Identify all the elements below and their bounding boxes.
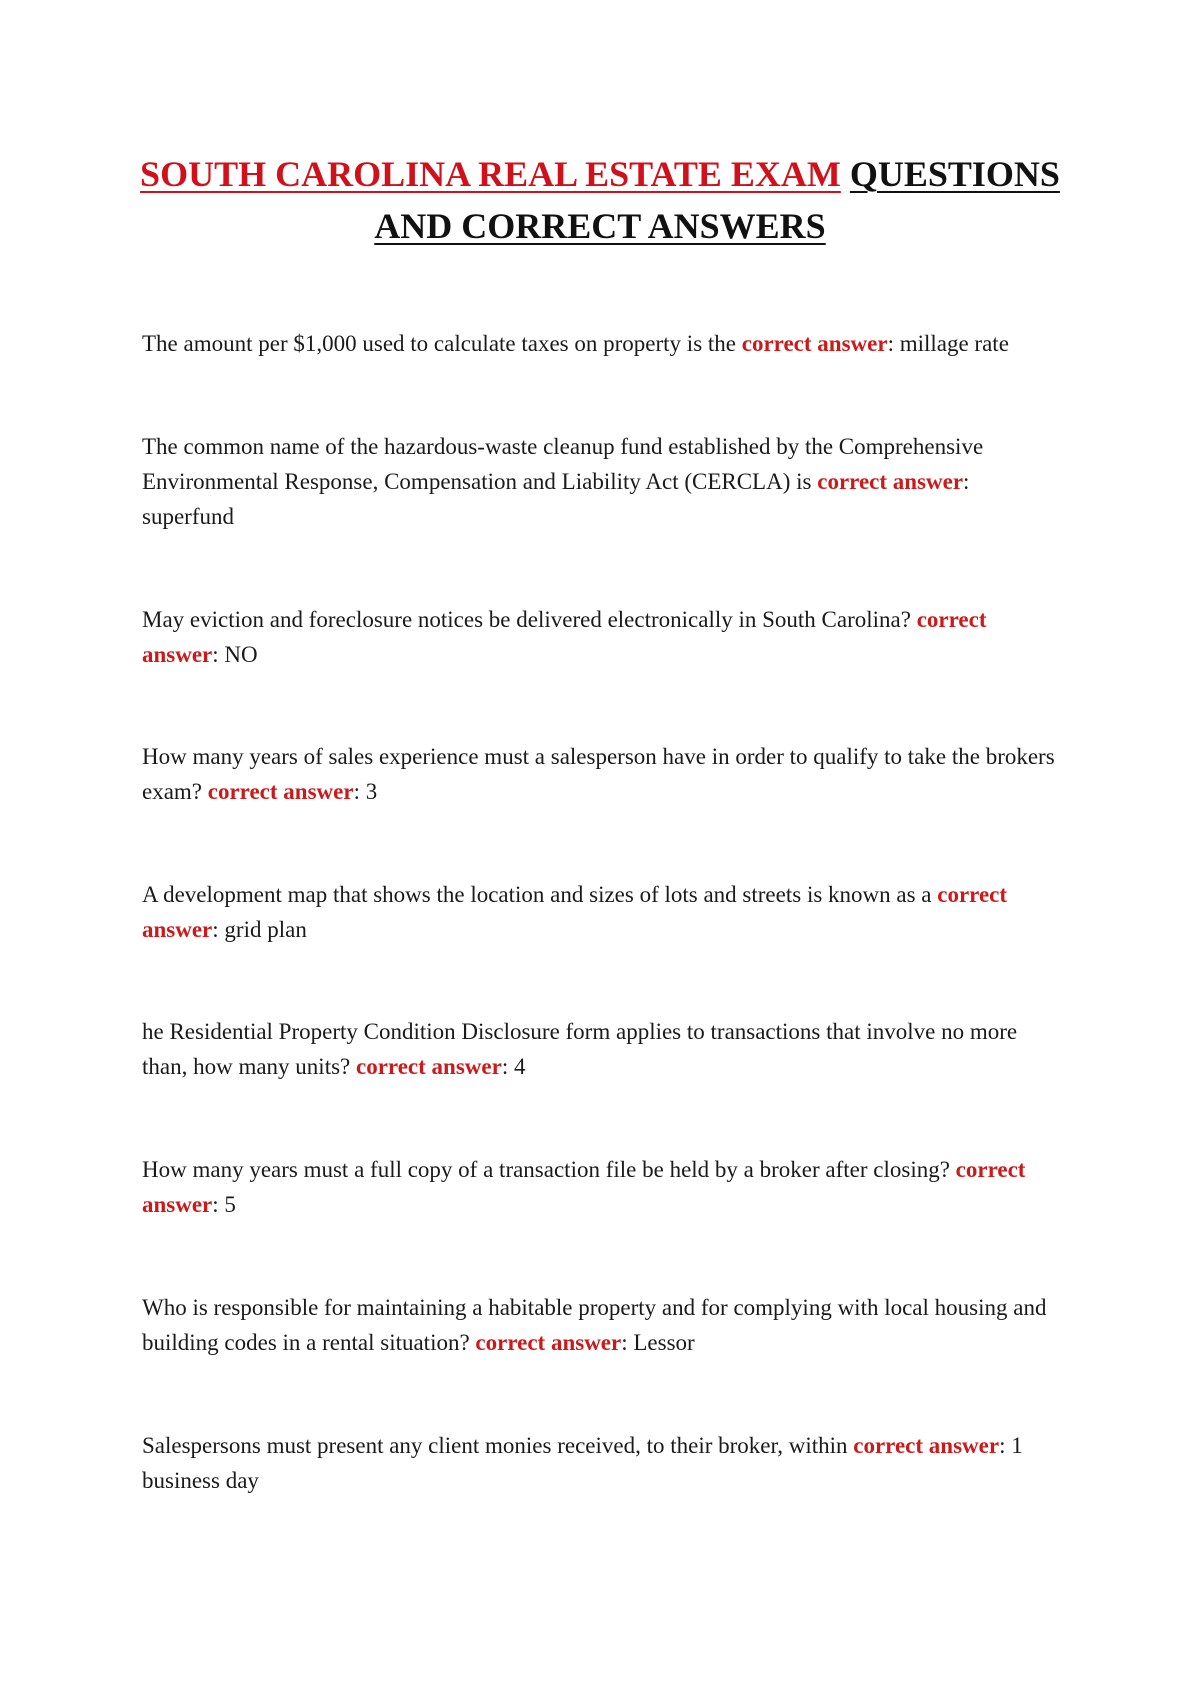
qa-item [142,1152,1062,1222]
correct-answer-label: correct answer [207,779,354,804]
qa-item [142,739,1062,809]
qa-item [142,326,1062,361]
answer-text: : grid plan [212,917,307,942]
answer-text: : Lessor [621,1330,695,1355]
qa-item [142,602,1062,672]
answer-text: : NO [212,642,258,667]
question-text: May eviction and foreclosure notices be delivered electronically in South Carolina? [142,607,911,632]
qa-item [142,429,1062,534]
correct-answer-label: correct answer [817,469,964,494]
correct-answer-label: correct answer [741,331,888,356]
title-line-2 [120,200,1080,252]
answer-text: : 5 [212,1192,236,1217]
title-black-text-1: QUESTIONS [849,154,1060,194]
correct-answer-label: correct answer [853,1433,1000,1458]
title-red-text: SOUTH CAROLINA REAL ESTATE EXAM [140,154,841,194]
correct-answer-label: correct answer [142,1157,1026,1217]
answer-text: : 4 [501,1054,526,1079]
answer-text: : 1 business day [142,1433,1023,1493]
question-text: How many years of sales experience must a salesperson have in order to qualify to take the brokers exam? [142,744,1055,804]
answer-text: : 3 [353,779,378,804]
answer-text: : millage rate [887,331,1009,356]
correct-answer-label: correct answer [142,607,987,667]
question-text: Salespersons must present any client monies received, to their broker, within [142,1433,848,1458]
correct-answer-label: correct answer [475,1330,622,1355]
qa-item [142,1290,1062,1360]
title-line-1 [120,148,1080,200]
answer-text: : superfund [142,469,970,529]
qa-item [142,1428,1062,1498]
document-title [120,148,1080,252]
question-text: The amount per $1,000 used to calculate taxes on property is the [142,331,736,356]
question-text: How many years must a full copy of a transaction file be held by a broker after closing? [142,1157,950,1182]
title-black-text-2: AND CORRECT ANSWERS [374,206,826,246]
qa-item [142,1014,1062,1084]
qa-item [142,877,1062,947]
question-text: The common name of the hazardous-waste cleanup fund established by the Comprehensive Environmental Response, Compensation and Liability Act (CERCLA) is [142,434,984,494]
correct-answer-label: correct answer [142,882,1008,942]
correct-answer-label: correct answer [356,1054,502,1079]
question-text: A development map that shows the location and sizes of lots and streets is known as a [142,882,932,907]
question-text: he Residential Property Condition Disclosure form applies to transactions that involve no more than, how many units? [142,1019,1018,1079]
question-text: Who is responsible for maintaining a habitable property and for complying with local housing and building codes in a rental situation? [142,1295,1047,1355]
